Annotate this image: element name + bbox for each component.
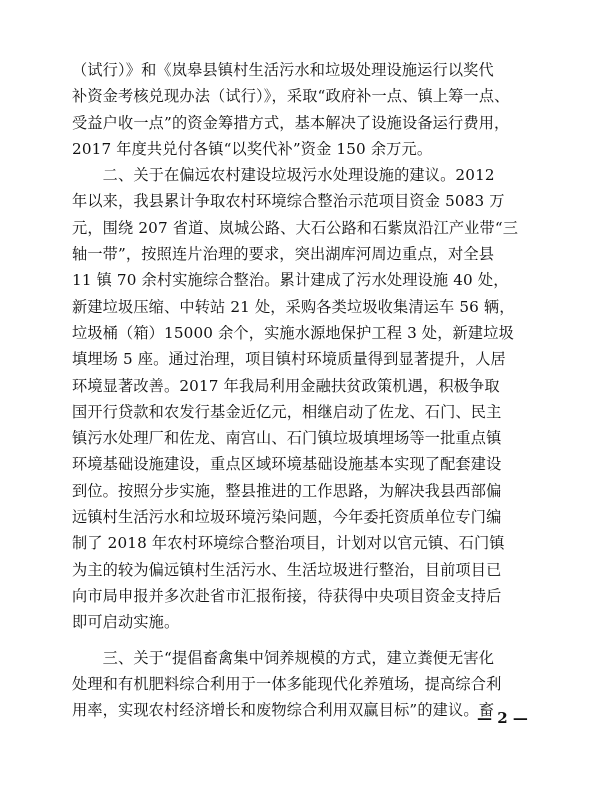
text-line: 受益户收一点”的资金筹措方式，基本解决了设施设备运行费用， bbox=[72, 113, 510, 132]
text-line: 国开行贷款和农发行基金近亿元，相继启动了佐龙、石门、民主 bbox=[72, 402, 502, 421]
text-line: 年以来，我县累计争取农村环境综合整治示范项目资金 5083 万 bbox=[72, 192, 505, 211]
text-line: （试行）》和《岚皋县镇村生活污水和垃圾处理设施运行以奖代 bbox=[72, 61, 494, 79]
text-line: 环境显著改善。2017 年我局利用金融扶贫政策机遇，积极争取 bbox=[72, 376, 500, 395]
text-line: 新建垃圾压缩、中转站 21 处，采购各类垃圾收集清运车 56 辆， bbox=[72, 297, 515, 316]
section-heading-line: 二、关于在偏远农村建设垃圾污水处理设施的建议。2012 bbox=[72, 166, 495, 185]
section-heading-line: 三、关于“提倡畜禽集中饲养规模的方式，建立粪便无害化 bbox=[72, 648, 495, 667]
text-line: 到位。按照分步实施，整县推进的工作思路，为解决我县西部偏 bbox=[72, 481, 502, 500]
text-line: 轴一带”，按照连片治理的要求，突出湖库河周边重点，对全县 bbox=[72, 245, 495, 264]
text-line: 为主的较为偏远镇村生活污水、生活垃圾进行整治，目前项目已 bbox=[72, 560, 502, 579]
text-line: 填埋场 5 座。通过治理，项目镇村环境质量得到显著提升，人居 bbox=[72, 350, 506, 369]
text-line: 垃圾桶（箱）15000 余个，实施水源地保护工程 3 处，新建垃圾 bbox=[72, 323, 514, 342]
text-line: 镇污水处理厂和佐龙、南宫山、石门镇垃圾填埋场等一批重点镇 bbox=[72, 429, 502, 448]
body-text bbox=[72, 57, 530, 723]
page-number: — 2 — bbox=[477, 709, 528, 727]
text-line: 用率，实现农村经济增长和废物综合利用双赢目标”的建议。畜 bbox=[72, 701, 495, 720]
text-line: 11 镇 70 余村实施综合整治。累计建成了污水处理设施 40 处， bbox=[72, 271, 509, 290]
text-line: 处理和有机肥料综合利用于一体多能现代化养殖场，提高综合利 bbox=[72, 674, 502, 693]
text-line: 制了 2018 年农村环境综合整治项目，计划对以官元镇、石门镇 bbox=[72, 534, 505, 553]
text-line: 环境基础设施建设，重点区域环境基础设施基本实现了配套建设 bbox=[72, 455, 502, 474]
text-line: 补资金考核兑现办法（试行）》，采取“政府补一点、镇上筹一点、 bbox=[72, 87, 510, 106]
text-line: 即可启动实施。 bbox=[72, 613, 180, 632]
text-line: 向市局申报并多次赴省市汇报衔接，待获得中央项目资金支持后 bbox=[72, 586, 502, 605]
text-line: 远镇村生活污水和垃圾环境污染问题，今年委托资质单位专门编 bbox=[72, 508, 502, 527]
text-line: 元，围绕 207 省道、岚城公路、大石公路和石紫岚沿江产业带“三 bbox=[72, 218, 519, 237]
paragraph-gap bbox=[72, 636, 530, 645]
text-line: 2017 年度共兑付各镇“以奖代补”资金 150 余万元。 bbox=[72, 139, 433, 158]
